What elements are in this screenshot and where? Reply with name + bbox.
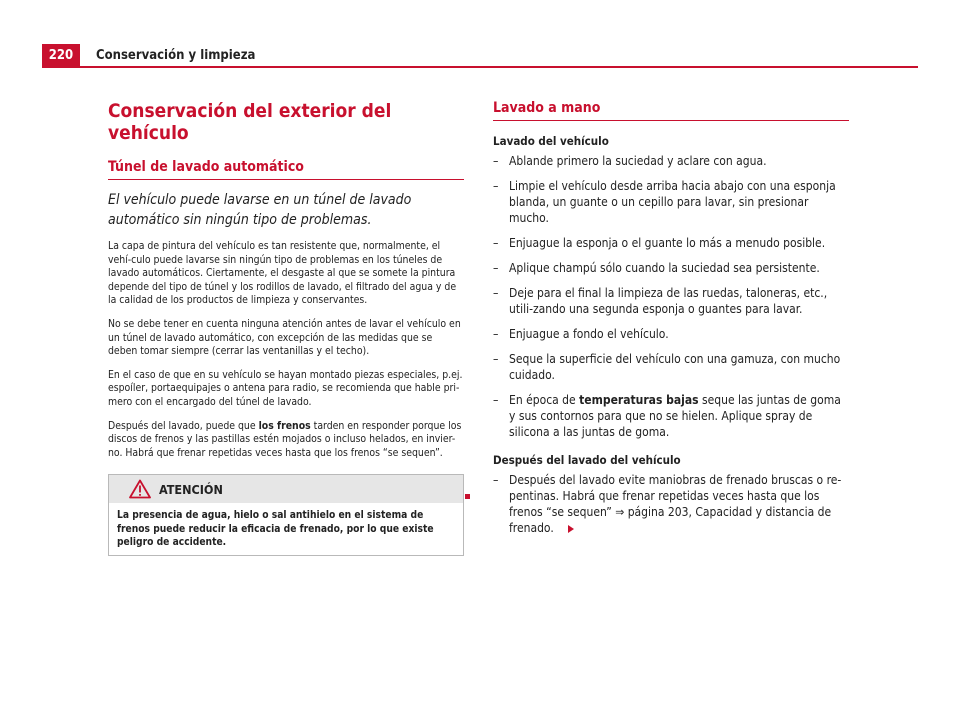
list-item: – Ablande primero la suciedad y aclare con agua. <box>493 153 849 169</box>
continue-arrow-icon <box>568 525 574 533</box>
warning-title: ATENCIÓN <box>159 481 223 497</box>
list-item: – Aplique champú sólo cuando la suciedad sea persistente. <box>493 260 849 276</box>
page-number: 220 <box>42 44 80 66</box>
list-item: – Enjuague la esponja o el guante lo más a menudo posible. <box>493 235 849 251</box>
list-item <box>493 392 849 440</box>
paragraph-1: La capa de pintura del vehículo es tan resistente que, normalmente, el vehí-culo puede lavarse sin ningún tipo de problemas en los túneles de lavado automáticos. Ciertamente, el desgaste al que se somete la pintura depende del tipo de túnel y los rodillos de lavado, el filtrado del agua y de la calidad de los productos de limpieza y conservantes. <box>108 240 457 307</box>
right-column <box>493 96 849 536</box>
list-item <box>493 472 849 536</box>
page-title: Conservación del exterior del vehículo <box>108 100 392 144</box>
paragraph-4-end: tarden en responder porque los discos de frenos y las pastillas estén mojados o incluso helados, en invier-no. Habrá que frenar repetidas veces hasta que los frenos “se sequen”. <box>108 419 462 459</box>
paragraph-4-start: Después del lavado, puede que <box>108 419 259 432</box>
after-wash-list <box>493 472 849 536</box>
section-subtitle: Túnel de lavado automático <box>108 159 464 180</box>
paragraph-3: En el caso de que en su vehículo se hayan montado piezas especiales, p.ej. espoíler, portaequipajes o antena para radio, se recomienda que hable pri-mero con el encargado del túnel de lavado. <box>108 368 463 408</box>
list-item-end: seque las juntas de goma y sus contornos para que no se hielen. Aplique spray de silicona a las juntas de goma. <box>509 393 841 439</box>
list-item-start: En época de <box>509 393 580 407</box>
list-item: – Deje para el final la limpieza de las ruedas, taloneras, etc., utili-zando una segunda esponja o guantes para lavar. <box>493 285 849 317</box>
list-item-bold: temperaturas bajas <box>579 393 699 407</box>
list-item: – Enjuague a fondo el vehículo. <box>493 326 849 342</box>
end-of-section-marker <box>465 494 470 499</box>
lead-paragraph: El vehículo puede lavarse en un túnel de lavado automático sin ningún tipo de problemas. <box>108 192 412 228</box>
left-column <box>108 96 464 556</box>
header-rule <box>42 66 918 68</box>
list-item-text: Después del lavado evite maniobras de frenado bruscas o re-pentinas. Habrá que frenar repetidas veces hasta que los frenos “se sequen” ⇒ página 203, Capacidad y distancia de frenado. <box>509 473 842 535</box>
wash-steps-list <box>493 153 849 440</box>
warning-triangle-icon <box>129 479 151 499</box>
heading-after-wash: Después del lavado del vehículo <box>493 453 681 467</box>
list-item: – Seque la superficie del vehículo con una gamuza, con mucho cuidado. <box>493 351 849 383</box>
paragraph-4 <box>108 420 464 461</box>
paragraph-4-bold: los frenos <box>258 419 311 432</box>
warning-box <box>108 474 464 555</box>
paragraph-2: No se debe tener en cuenta ninguna atención antes de lavar el vehículo en un túnel de lavado automático, con excepción de las medidas que se deben tomar siempre (cerrar las ventanillas y el techo). <box>108 317 461 358</box>
running-header: Conservación y limpieza <box>96 48 256 63</box>
warning-header <box>109 475 463 503</box>
section-title-hand-wash: Lavado a mano <box>493 100 849 121</box>
list-item: – Limpie el vehículo desde arriba hacia abajo con una esponja blanda, un guante o un cepillo para lavar, sin presionar mucho. <box>493 178 849 226</box>
heading-wash: Lavado del vehículo <box>493 134 609 148</box>
warning-text: La presencia de agua, hielo o sal antihielo en el sistema de frenos puede reducir la eficacia de frenado, por lo que existe peligro de accidente. <box>117 510 434 549</box>
